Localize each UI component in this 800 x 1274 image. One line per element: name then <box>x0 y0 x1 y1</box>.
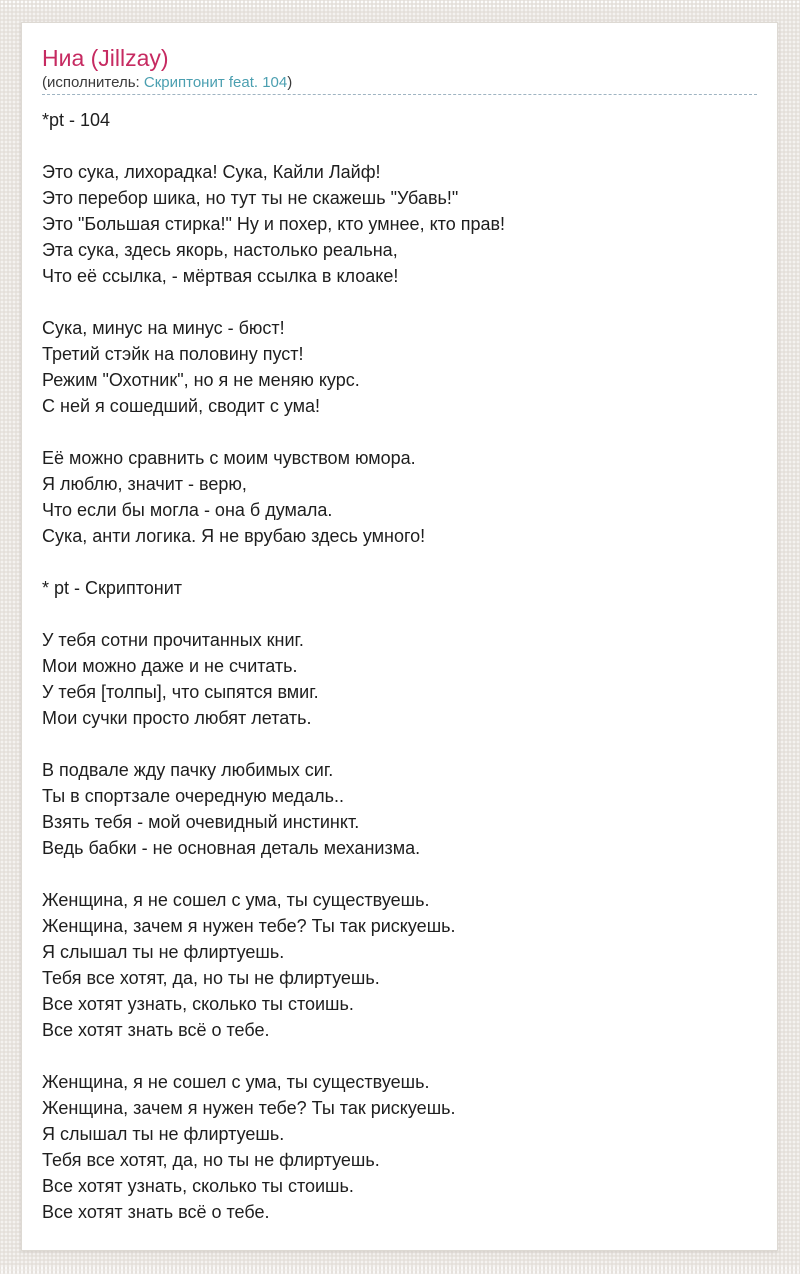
lyric-line: Что если бы могла - она б думала. <box>42 500 333 520</box>
lyric-line: Мои можно даже и не считать. <box>42 656 298 676</box>
lyric-line: Её можно сравнить с моим чувством юмора. <box>42 448 416 468</box>
lyric-line: Все хотят знать всё о тебе. <box>42 1202 270 1222</box>
lyric-line: Это сука, лихорадка! Сука, Кайли Лайф! <box>42 162 381 182</box>
lyric-line: Это перебор шика, но тут ты не скажешь "Убавь!" <box>42 188 459 208</box>
texture-strip-bottom <box>0 1266 800 1274</box>
lyric-line <box>42 133 757 159</box>
lyric-line: Сука, анти логика. Я не врубаю здесь умного! <box>42 526 426 546</box>
lyric-line <box>42 601 757 627</box>
artist-line <box>42 73 757 93</box>
lyric-line: С ней я сошедший, сводит с ума! <box>42 396 321 416</box>
artist-line-close-paren: ) <box>287 74 293 91</box>
lyric-line: Мои сучки просто любят летать. <box>42 708 312 728</box>
lyric-line: Ведь бабки - не основная деталь механизма. <box>42 838 421 858</box>
lyric-line: Все хотят узнать, сколько ты стоишь. <box>42 994 354 1014</box>
lyric-line: Режим "Охотник", но я не меняю курс. <box>42 370 360 390</box>
lyric-line: Сука, минус на минус - бюст! <box>42 318 285 338</box>
lyric-line <box>42 549 757 575</box>
lyric-line <box>42 861 757 887</box>
lyric-line <box>42 289 757 315</box>
lyric-line: Я люблю, значит - верю, <box>42 474 247 494</box>
lyrics-card <box>21 22 778 1251</box>
lyric-line: Женщина, зачем я нужен тебе? Ты так рискуешь. <box>42 916 456 936</box>
lyric-line: В подвале жду пачку любимых сиг. <box>42 760 334 780</box>
artist-link[interactable]: Скриптонит feat. 104 <box>143 74 288 91</box>
lyric-line: Что её ссылка, - мёртвая ссылка в клоаке! <box>42 266 399 286</box>
lyric-line: *pt - 104 <box>42 110 111 130</box>
lyric-line: Все хотят знать всё о тебе. <box>42 1020 270 1040</box>
lyric-line <box>42 419 757 445</box>
lyric-line: Все хотят узнать, сколько ты стоишь. <box>42 1176 354 1196</box>
lyric-line: Тебя все хотят, да, но ты не флиртуешь. <box>42 1150 380 1170</box>
lyric-line: Третий стэйк на половину пуст! <box>42 344 304 364</box>
lyrics-text <box>42 107 757 1225</box>
lyric-line <box>42 731 757 757</box>
lyric-line: Ты в спортзале очередную медаль.. <box>42 786 345 806</box>
artist-label: (исполнитель: <box>42 74 144 91</box>
lyric-line <box>42 1043 757 1069</box>
lyric-line: Тебя все хотят, да, но ты не флиртуешь. <box>42 968 380 988</box>
lyric-line: Я слышал ты не флиртуешь. <box>42 942 285 962</box>
texture-strip-top <box>0 0 800 9</box>
lyric-line: Это "Большая стирка!" Ну и похер, кто умнее, кто прав! <box>42 214 506 234</box>
lyric-line: Эта сука, здесь якорь, настолько реальна, <box>42 240 398 260</box>
card-content <box>22 45 777 1225</box>
lyric-line: Женщина, зачем я нужен тебе? Ты так рискуешь. <box>42 1098 456 1118</box>
lyric-line: У тебя [толпы], что сыпятся вмиг. <box>42 682 319 702</box>
lyric-line: Женщина, я не сошел с ума, ты существуешь. <box>42 890 430 910</box>
lyric-line: У тебя сотни прочитанных книг. <box>42 630 304 650</box>
lyric-line: * pt - Скриптонит <box>42 578 182 598</box>
lyric-line: Взять тебя - мой очевидный инстинкт. <box>42 812 360 832</box>
song-title: Ниа (Jillzay) <box>42 45 169 71</box>
lyric-line: Я слышал ты не флиртуешь. <box>42 1124 285 1144</box>
lyric-line: Женщина, я не сошел с ума, ты существуешь. <box>42 1072 430 1092</box>
dashed-separator <box>42 94 757 95</box>
